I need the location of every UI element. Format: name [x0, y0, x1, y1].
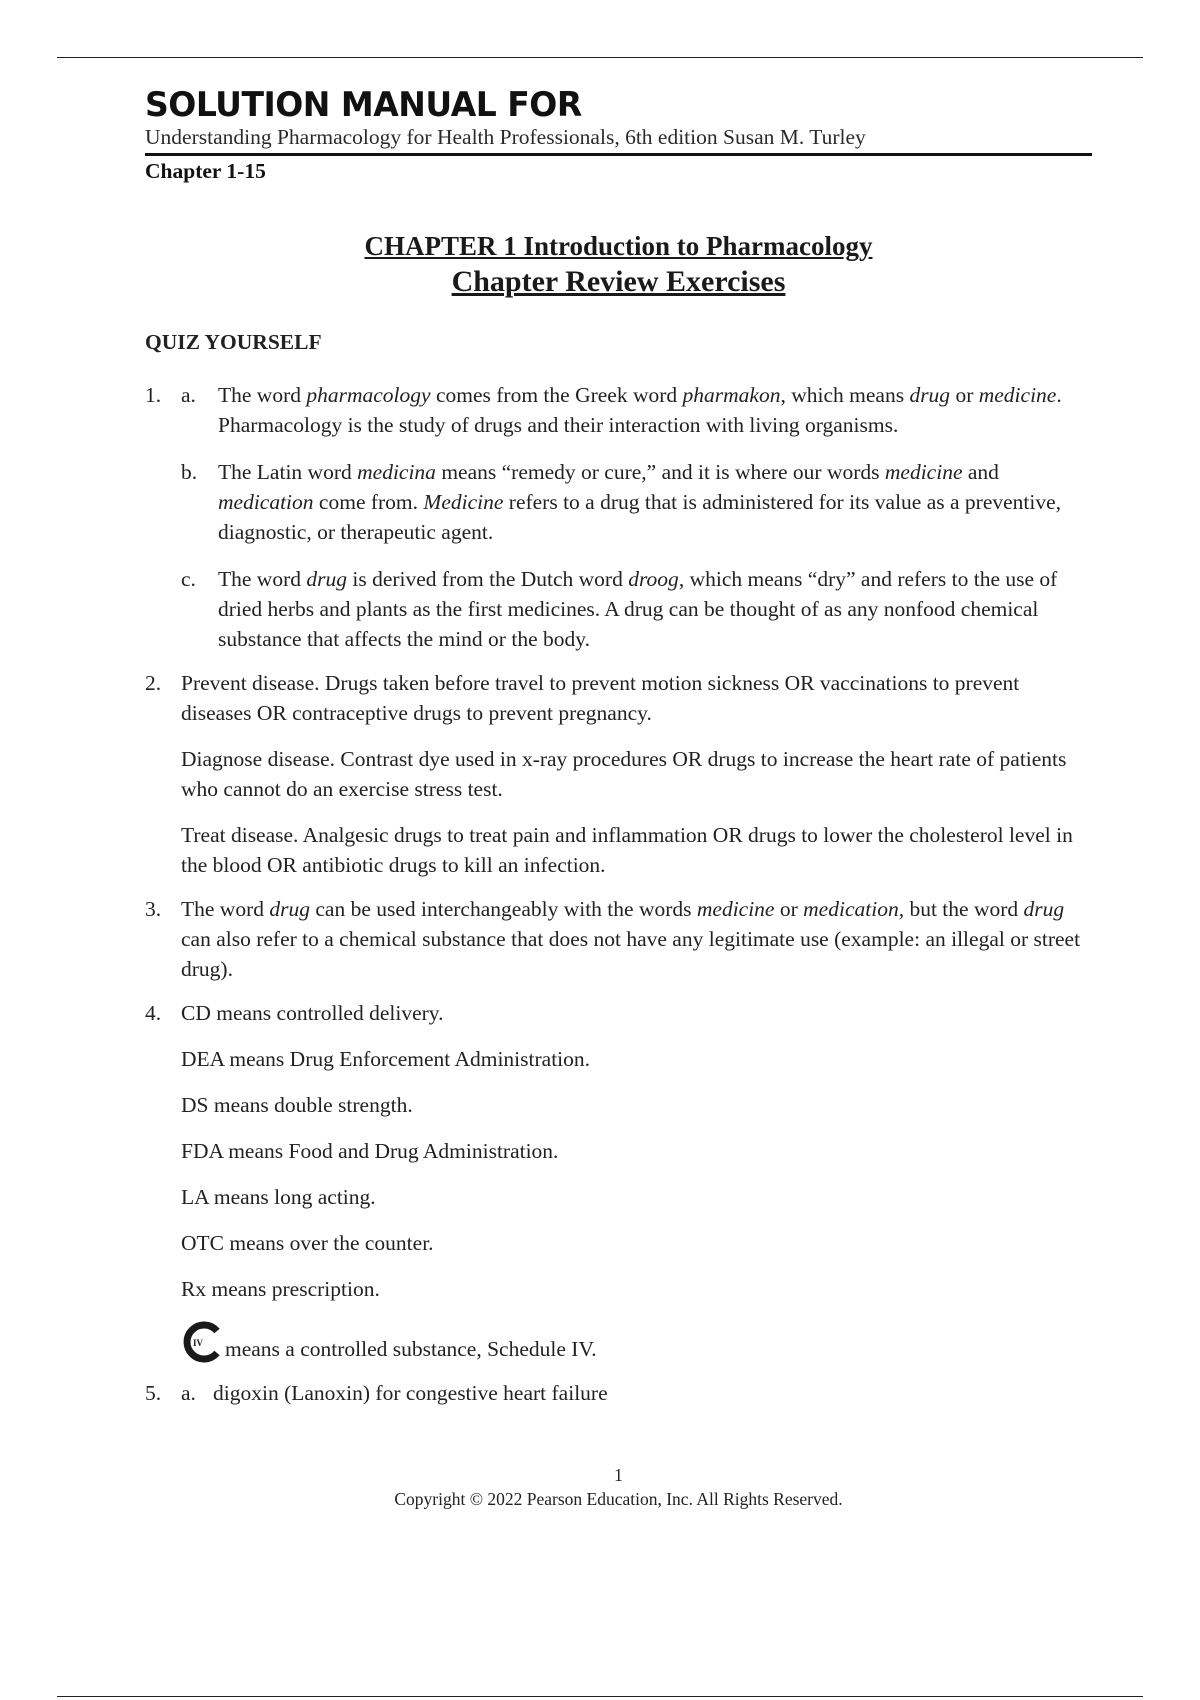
question-2 — [145, 668, 1095, 880]
document-header — [145, 86, 1092, 186]
abbreviation-line: LA means long acting. — [181, 1185, 376, 1209]
chapter-title: CHAPTER 1 Introduction to Pharmacology — [364, 231, 873, 261]
question-number: 4. — [145, 1001, 162, 1025]
answer-paragraph: Treat disease. Analgesic drugs to treat pain and inflammation OR drugs to lower the cholesterol level in the blood OR antibiotic drugs to kill an infection. — [181, 823, 1073, 877]
abbreviation-line: Rx means prescription. — [181, 1277, 380, 1301]
controlled-substance-text: means a controlled substance, Schedule IV. — [225, 1337, 597, 1361]
banner-title: SOLUTION MANUAL FOR — [145, 84, 582, 125]
abbreviation-line: DS means double strength. — [181, 1093, 413, 1117]
answer-paragraph: Prevent disease. Drugs taken before travel to prevent motion sickness OR vaccinations to prevent diseases OR contraceptive drugs to prevent pregnancy. — [181, 671, 1020, 725]
question-number: 3. — [145, 897, 162, 921]
question-3 — [145, 894, 1095, 984]
question-4 — [145, 998, 1095, 1364]
question-1-b: b. The Latin word medicina means “remedy or cure,” and it is where our words medicine and medication come from. Medicine refers to a drug that is administered for its value as a preventive, diagnostic, or therapeutic agent. — [181, 457, 1095, 547]
book-subtitle: Understanding Pharmacology for Health Professionals, 6th edition Susan M. Turley — [145, 124, 1092, 156]
bottom-rule — [57, 1696, 1143, 1697]
chapter-titles — [145, 230, 1092, 301]
page-footer — [145, 1463, 1092, 1511]
answer-paragraph: The word drug can be used interchangeably with the words medicine or medication, but the word drug can also refer to a chemical substance that does not have any legitimate use (example: an illegal or street drug). — [181, 897, 1081, 981]
sub-letter: c. — [181, 567, 196, 591]
abbreviation-line: FDA means Food and Drug Administration. — [181, 1139, 559, 1163]
cs-symbol-text: IV — [192, 1338, 204, 1348]
controlled-substance-line — [181, 1320, 1095, 1364]
question-1-c: c. The word drug is derived from the Dutch word droog, which means “dry” and refers to the use of dried herbs and plants as the first medicines. A drug can be thought of as any nonfood chemical substance that affects the mind or the body. — [181, 564, 1095, 654]
review-title: Chapter Review Exercises — [451, 265, 786, 298]
chapter-range: Chapter 1-15 — [145, 159, 266, 183]
top-rule — [57, 57, 1143, 58]
sub-letter: a. — [181, 1381, 196, 1405]
sub-letter: a. — [181, 383, 196, 407]
copyright-notice: Copyright © 2022 Pearson Education, Inc. All Rights Reserved. — [394, 1489, 843, 1509]
answer-paragraph: Diagnose disease. Contrast dye used in x-ray procedures OR drugs to increase the heart rate of patients who cannot do an exercise stress test. — [181, 747, 1067, 801]
question-1 — [145, 380, 1095, 654]
section-heading: QUIZ YOURSELF — [145, 330, 322, 354]
abbreviation-line: CD means controlled delivery. — [181, 1001, 444, 1025]
question-number: 2. — [145, 671, 162, 695]
abbreviation-line: DEA means Drug Enforcement Administration. — [181, 1047, 591, 1071]
controlled-substance-c-iv-icon — [181, 1320, 223, 1364]
abbreviation-line: OTC means over the counter. — [181, 1231, 434, 1255]
sub-letter: b. — [181, 460, 198, 484]
question-number: 1. — [145, 383, 162, 407]
question-number: 5. — [145, 1381, 162, 1405]
document-body — [145, 324, 1095, 1422]
question-1-a: a. The word pharmacology comes from the Greek word pharmakon, which means drug or medicine. Pharmacology is the study of drugs and their interaction with living organisms. — [181, 380, 1095, 440]
question-5 — [145, 1378, 1095, 1408]
page-number: 1 — [614, 1465, 623, 1485]
question-5-a: a. digoxin (Lanoxin) for congestive heart failure — [181, 1378, 1095, 1408]
